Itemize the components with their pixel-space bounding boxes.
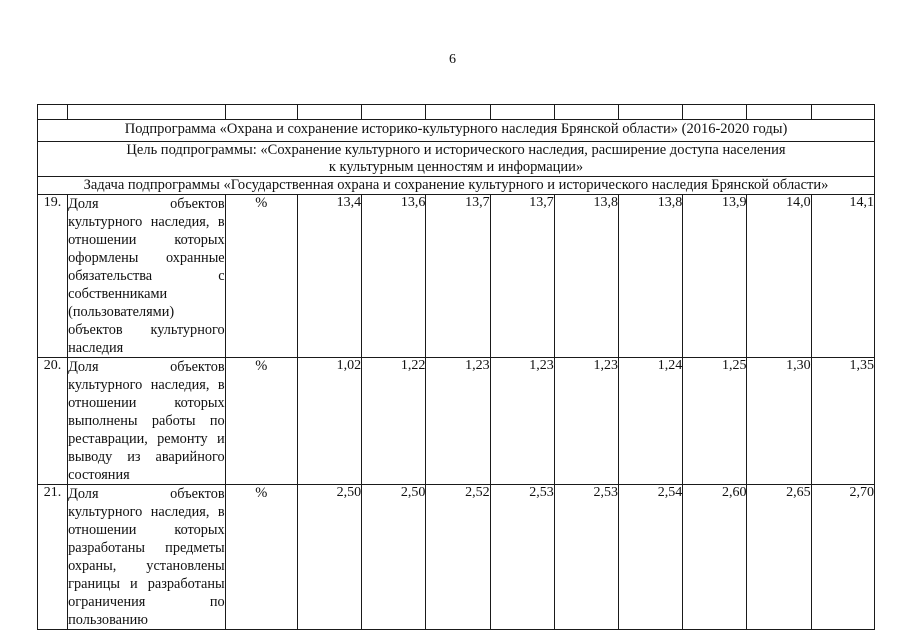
subprogram-task: Задача подпрограммы «Государственная охрана и сохранение культурного и исторического наследия Брянской области» bbox=[38, 177, 875, 195]
value-cell: 2,52 bbox=[426, 485, 490, 630]
goal-row bbox=[38, 142, 875, 177]
header-cell bbox=[362, 105, 426, 120]
header-cell bbox=[811, 105, 874, 120]
header-cell bbox=[38, 105, 68, 120]
value-cell: 1,02 bbox=[297, 358, 361, 485]
subprogram-goal bbox=[38, 142, 875, 177]
indicator-name: Доля объектов культурного наследия, в отношении которых разработаны предметы охраны, установлены границы и разработаны ограничения по пользованию bbox=[68, 486, 225, 628]
value-cell: 13,9 bbox=[683, 195, 747, 358]
value-cell: 13,7 bbox=[490, 195, 554, 358]
indicators-table bbox=[37, 104, 875, 630]
value-cell: 1,22 bbox=[362, 358, 426, 485]
header-cell bbox=[683, 105, 747, 120]
header-cell bbox=[68, 105, 226, 120]
value-cell: 2,50 bbox=[297, 485, 361, 630]
header-cell bbox=[297, 105, 361, 120]
unit-cell: % bbox=[225, 195, 297, 358]
value-cell: 2,53 bbox=[490, 485, 554, 630]
header-cell bbox=[225, 105, 297, 120]
value-cell: 2,54 bbox=[619, 485, 683, 630]
value-cell: 1,25 bbox=[683, 358, 747, 485]
row-number: 21. bbox=[38, 485, 68, 630]
header-cell bbox=[426, 105, 490, 120]
header-cell bbox=[490, 105, 554, 120]
unit-cell: % bbox=[225, 358, 297, 485]
value-cell: 2,70 bbox=[811, 485, 874, 630]
indicator-name: Доля объектов культурного наследия, в отношении которых оформлены охранные обязательства с собственниками (пользователями) объектов культурного наследия bbox=[68, 196, 225, 356]
header-cell bbox=[747, 105, 811, 120]
table-row bbox=[38, 485, 875, 630]
value-cell: 2,53 bbox=[554, 485, 618, 630]
value-cell: 1,35 bbox=[811, 358, 874, 485]
column-number-row bbox=[38, 105, 875, 120]
value-cell: 1,23 bbox=[554, 358, 618, 485]
task-row bbox=[38, 177, 875, 195]
value-cell: 13,6 bbox=[362, 195, 426, 358]
value-cell: 2,50 bbox=[362, 485, 426, 630]
value-cell: 13,7 bbox=[426, 195, 490, 358]
value-cell: 2,60 bbox=[683, 485, 747, 630]
value-cell: 1,30 bbox=[747, 358, 811, 485]
value-cell: 2,65 bbox=[747, 485, 811, 630]
subprogram-row bbox=[38, 120, 875, 142]
goal-line-2: к культурным ценностям и информации» bbox=[328, 159, 584, 175]
goal-line-1: Цель подпрограммы: «Сохранение культурного и исторического наследия, расширение доступа населения bbox=[126, 142, 786, 158]
row-number: 19. bbox=[38, 195, 68, 358]
value-cell: 13,8 bbox=[619, 195, 683, 358]
value-cell: 1,23 bbox=[490, 358, 554, 485]
page-number: 6 bbox=[449, 52, 456, 67]
table-row bbox=[38, 358, 875, 485]
header-cell bbox=[619, 105, 683, 120]
subprogram-title: Подпрограмма «Охрана и сохранение историко-культурного наследия Брянской области» (2016-2020 годы) bbox=[38, 120, 875, 142]
header-cell bbox=[554, 105, 618, 120]
value-cell: 1,23 bbox=[426, 358, 490, 485]
row-number: 20. bbox=[38, 358, 68, 485]
value-cell: 14,0 bbox=[747, 195, 811, 358]
unit-cell: % bbox=[225, 485, 297, 630]
value-cell: 13,4 bbox=[297, 195, 361, 358]
value-cell: 14,1 bbox=[811, 195, 874, 358]
indicator-name: Доля объектов культурного наследия, в отношении которых выполнены работы по реставрации, ремонту и выводу из аварийного состояния bbox=[68, 359, 225, 483]
value-cell: 1,24 bbox=[619, 358, 683, 485]
table-row bbox=[38, 195, 875, 358]
value-cell: 13,8 bbox=[554, 195, 618, 358]
